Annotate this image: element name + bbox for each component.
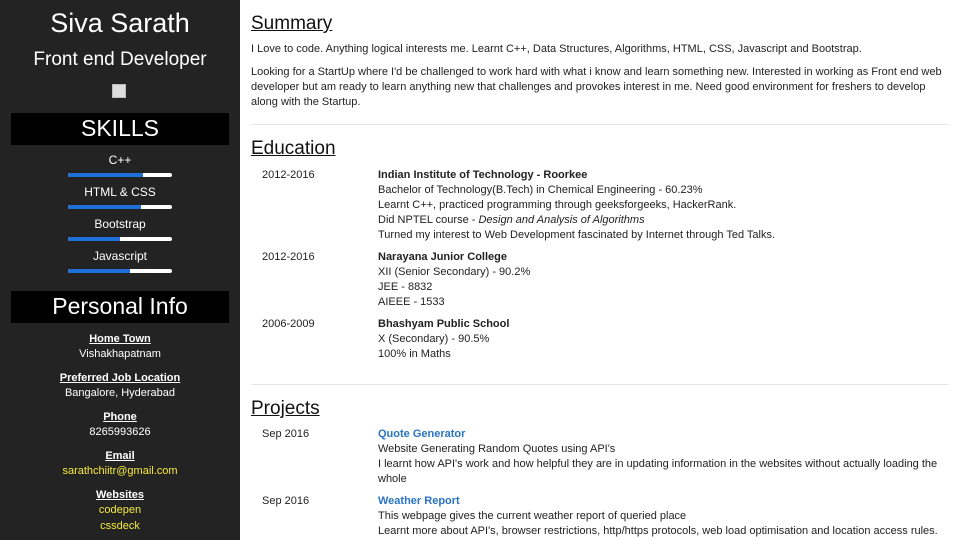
profile-photo-container: [0, 84, 239, 104]
education-entry: [251, 317, 949, 362]
projects-heading: Projects: [251, 398, 320, 419]
entry-line: Turned my interest to Web Development fascinated by Internet through Ted Talks.: [378, 229, 776, 241]
info-label: Home Town: [89, 333, 151, 345]
info-hometown: [0, 332, 240, 362]
entry-line: Bachelor of Technology(B.Tech) in Chemical Engineering - 60.23%: [378, 184, 703, 196]
entry-line: Learnt more about API's, browser restrictions, http/https protocols, web load optimisation and location access rules.: [378, 525, 938, 537]
info-value: Vishakhapatnam: [79, 348, 161, 360]
sidebar: [0, 0, 240, 540]
skill-progress-fill: [68, 269, 130, 273]
info-value: Bangalore, Hyderabad: [64, 387, 176, 399]
skill-label: HTML & CSS: [84, 185, 156, 199]
project-title-link[interactable]: Weather Report: [378, 495, 460, 507]
entry-date: 2012-2016: [262, 251, 315, 263]
summary-heading: Summary: [251, 13, 333, 34]
skill-label: Javascript: [92, 249, 148, 263]
entry-line: AIEEE - 1533: [378, 296, 445, 308]
entry-line: JEE - 8832: [378, 281, 433, 293]
summary-paragraph: I Love to code. Anything logical interests me. Learnt C++, Data Structures, Algorithms, HTML, CSS, Javascript and Bootstrap.: [251, 43, 862, 55]
entry-line: This webpage gives the current weather report of queried place: [378, 510, 687, 522]
entry-line: [378, 213, 949, 228]
profile-name: Siva Sarath: [50, 8, 190, 38]
skill-bootstrap: [0, 217, 240, 241]
project-title-link[interactable]: Quote Generator: [378, 428, 466, 440]
skill-html-css: [0, 185, 240, 209]
entry-date: Sep 2016: [262, 428, 310, 440]
main-content: [251, 0, 949, 540]
entry-title: Narayana Junior College: [378, 251, 507, 263]
project-entry: [251, 494, 949, 539]
skill-label: Bootstrap: [94, 217, 146, 231]
entry-line: XII (Senior Secondary) - 90.2%: [378, 266, 531, 278]
personal-info-heading: Personal Info: [11, 291, 229, 323]
entry-line: X (Secondary) - 90.5%: [378, 333, 490, 345]
summary-paragraph: Looking for a StartUp where I'd be challenged to work hard with what i know and learn something new. Interested in working as Front end web developer but am ready to learn anything new that challenges and provokes interest in me. Need good environment for freshers to develop along with the Startup.: [251, 66, 942, 108]
skills-heading: SKILLS: [11, 113, 229, 145]
info-label: Preferred Job Location: [59, 372, 181, 384]
entry-title: Bhashyam Public School: [378, 318, 510, 330]
skill-label: C++: [108, 153, 132, 167]
profile-role: Front end Developer: [33, 49, 207, 70]
course-name: Design and Analysis of Algorithms: [478, 214, 645, 226]
skill-progress-bar: [68, 173, 172, 177]
entry-line: Website Generating Random Quotes using API's: [378, 443, 616, 455]
skill-progress-fill: [68, 237, 120, 241]
website-link-cssdeck[interactable]: cssdeck: [100, 520, 140, 532]
education-heading: Education: [251, 138, 336, 159]
skill-progress-fill: [68, 173, 143, 177]
info-label: Websites: [95, 489, 145, 501]
education-section: [251, 125, 949, 362]
info-value: 8265993626: [89, 426, 151, 438]
entry-line: I learnt how API's work and how helpful they are in updating information in the websites without actually loading the whole: [378, 458, 938, 485]
entry-line: 100% in Maths: [378, 348, 451, 360]
info-phone: [0, 410, 240, 440]
info-email: [0, 449, 240, 479]
education-entry: [251, 168, 949, 243]
website-link-codepen[interactable]: codepen: [98, 504, 142, 516]
skill-javascript: [0, 249, 240, 273]
education-entry: [251, 250, 949, 310]
info-label: Phone: [103, 411, 137, 423]
skill-cpp: [0, 153, 240, 177]
skill-progress-bar: [68, 237, 172, 241]
skill-progress-bar: [68, 269, 172, 273]
skill-progress-fill: [68, 205, 141, 209]
info-websites: [0, 488, 240, 534]
skill-progress-bar: [68, 205, 172, 209]
entry-title: Indian Institute of Technology - Roorkee: [378, 169, 588, 181]
info-label: Email: [105, 450, 135, 462]
broken-image-icon: [112, 84, 126, 98]
email-link[interactable]: sarathchiitr@gmail.com: [62, 465, 178, 477]
entry-date: Sep 2016: [262, 495, 310, 507]
info-job-location: [0, 371, 240, 401]
summary-section: [251, 0, 949, 110]
project-entry: [251, 427, 949, 487]
entry-date: 2006-2009: [262, 318, 315, 330]
projects-section: [251, 385, 949, 539]
entry-date: 2012-2016: [262, 169, 315, 181]
entry-line-prefix: Did NPTEL course -: [378, 214, 479, 226]
entry-line: Learnt C++, practiced programming through geeksforgeeks, HackerRank.: [378, 199, 737, 211]
